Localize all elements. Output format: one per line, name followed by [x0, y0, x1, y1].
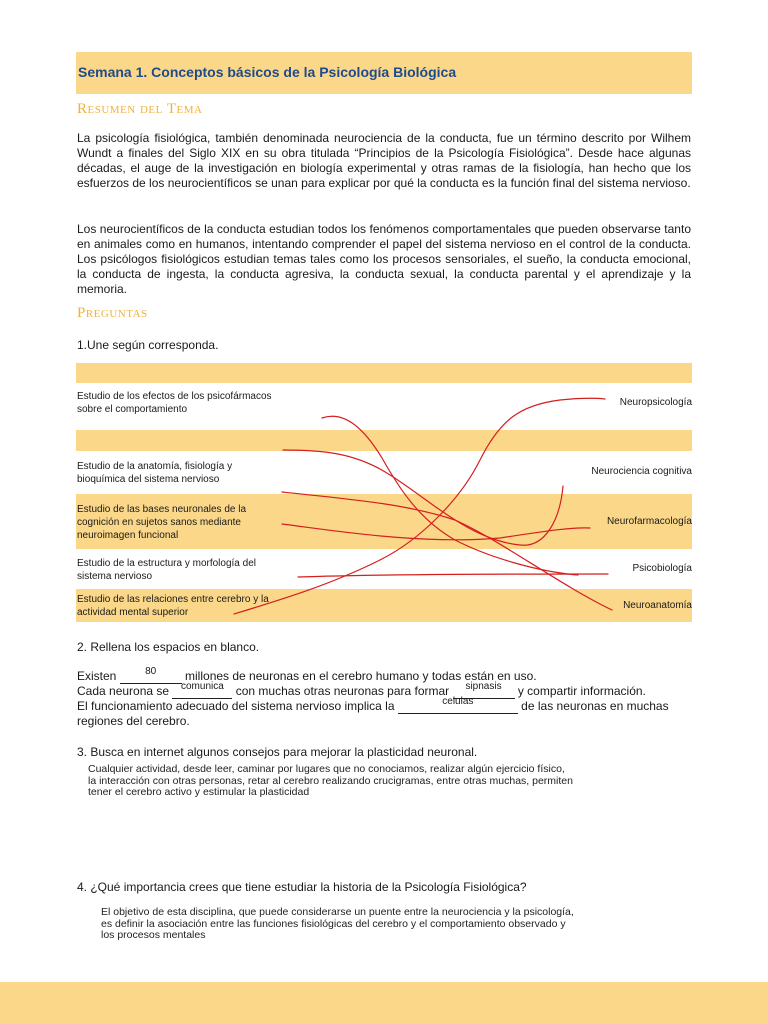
blank-field[interactable] — [172, 681, 232, 699]
table-header-stripe — [76, 363, 692, 383]
blank-answer: sipnasis — [465, 681, 502, 692]
blank-field[interactable] — [398, 696, 518, 714]
preguntas-heading: Preguntas — [77, 305, 148, 321]
right-item: Neuroanatomía — [623, 600, 692, 611]
fill-text: Cada neurona se — [77, 684, 173, 698]
resumen-paragraph-2: Los neurocientíficos de la conducta estudian todos los fenómenos comportamentales que pueden observarse tanto en animales como en humanos, intentando comprender el papel del sistema nervioso en el control de la conducta. Los psicólogos fisiológicos estudian temas tales como los procesos sensoriales, el sueño, la conducta emocional, la conducta de ingesta, la conducta agresiva, la conducta sexual, la conducta parental y el aprendizaje y la memoria. — [77, 222, 691, 296]
left-item: Estudio de los efectos de los psicofármacos sobre el comportamiento — [77, 391, 272, 415]
right-item: Neurofarmacología — [606, 516, 692, 527]
question-3: 3. Busca en internet algunos consejos para mejorar la plasticidad neuronal. — [77, 745, 478, 759]
answer-line: Cualquier actividad, desde leer, caminar por lugares que no conociamos, realizar algún ejercicio físico, — [88, 763, 565, 775]
right-item: Neurociencia cognitiva — [591, 466, 692, 477]
answer-4[interactable] — [101, 907, 574, 942]
blank-answer: celulas — [442, 696, 474, 707]
fill-text: millones de neuronas en el cerebro humano y todas están en uso. — [181, 669, 537, 683]
fill-text: con muchas otras neuronas para formar — [232, 684, 453, 698]
question-2: 2. Rellena los espacios en blanco. — [77, 640, 260, 654]
answer-line: la interacción con otras personas, retar al cerebro realizando crucigramas, entre otras muchas, permiten — [88, 774, 573, 787]
answer-line: tener el cerebro activo y estimular la plasticidad — [88, 786, 310, 798]
table-row-stripe — [76, 430, 692, 451]
answer-line: los procesos mentales — [101, 929, 206, 941]
fill-text: y compartir información. — [514, 684, 646, 698]
answer-line: es definir la asociación entre las funciones fisiológicas del cerebro y el comportamiento observado y — [101, 917, 566, 930]
left-item: Estudio de la anatomía, fisiología y bioquímica del sistema nervioso — [77, 461, 233, 485]
left-item: Estudio de la estructura y morfología del sistema nervioso — [77, 558, 256, 582]
fill-text: Existen — [77, 669, 120, 683]
left-item: Estudio de las relaciones entre cerebro y la actividad mental superior — [77, 594, 269, 618]
fill-line-2 — [77, 681, 646, 699]
resumen-heading: Resumen del Tema — [77, 101, 203, 117]
right-item: Psicobiología — [632, 563, 692, 574]
right-item: Neuropsicología — [619, 397, 692, 408]
resumen-paragraph-1: La psicología fisiológica, también denominada neurociencia de la conducta, fue un término descrito por Wilhem Wundt a finales del Siglo XIX en su obra titulada “Principios de la Psicología Fisiológica”. Desde hace algunas décadas, el auge de la investigación en biología experimental y otras ramas de la fisiología, han hecho que los esfuerzos de los neurocientíficos se unan para explicar por qué la conducta es la función final del sistema nervioso. — [77, 131, 691, 190]
left-item: Estudio de las bases neuronales de la cognición en sujetos sanos mediante neuroimagen funcional — [77, 504, 247, 541]
fill-line-4: regiones del cerebro. — [77, 714, 190, 728]
blank-answer: comunica — [181, 681, 224, 692]
fill-text: El funcionamiento adecuado del sistema nervioso implica la — [77, 699, 398, 713]
fill-line-3 — [77, 696, 669, 714]
page-title: Semana 1. Conceptos básicos de la Psicología Biológica — [78, 64, 457, 80]
match-line — [298, 574, 608, 577]
fill-text: de las neuronas en muchas — [517, 699, 669, 713]
question-4: 4. ¿Qué importancia crees que tiene estudiar la historia de la Psicología Fisiológica? — [77, 880, 527, 894]
answer-3[interactable] — [88, 764, 573, 799]
answer-line: El objetivo de esta disciplina, que puede considerarse un puente entre la neurociencia y la psicología, — [101, 906, 574, 918]
blank-answer: 80 — [145, 666, 157, 677]
footer-band — [0, 982, 768, 1024]
question-1: 1.Une según corresponda. — [77, 338, 219, 352]
